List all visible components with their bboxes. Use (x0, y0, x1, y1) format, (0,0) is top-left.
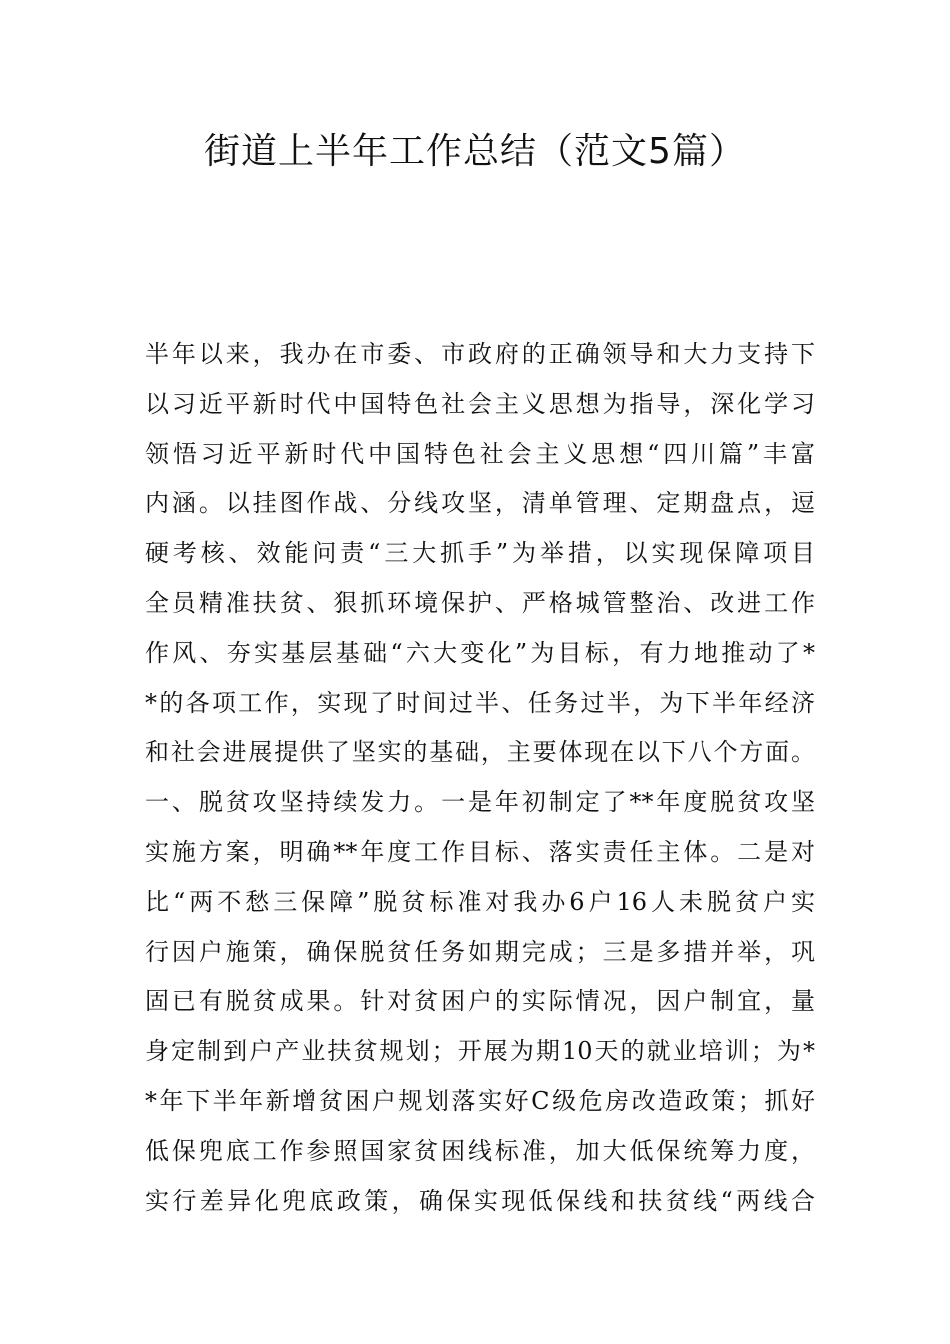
body-line: 行因户施策，确保脱贫任务如期完成；三是多措并举，巩 (145, 937, 815, 966)
body-line: 身定制到户产业扶贫规划；开展为期10天的就业培训；为* (145, 1037, 815, 1066)
body-line: 全员精准扶贫、狠抓环境保护、严格城管整治、改进工作 (145, 588, 815, 617)
body-line: 和社会进展提供了坚实的基础，主要体现在以下八个方面。 (145, 738, 815, 767)
body-line: 领悟习近平新时代中国特色社会主义思想“四川篇”丰富 (145, 439, 815, 468)
body-line: 作风、夯实基层基础“六大变化”为目标，有力地推动了* (145, 638, 815, 667)
body-line: 实施方案，明确**年度工作目标、落实责任主体。二是对 (145, 837, 815, 866)
body-line: 低保兜底工作参照国家贫困线标准，加大低保统筹力度， (145, 1136, 815, 1165)
body-line: 一、脱贫攻坚持续发力。一是年初制定了**年度脱贫攻坚 (145, 788, 815, 817)
body-line: 硬考核、效能问责“三大抓手”为举措，以实现保障项目 (145, 539, 815, 568)
body-line: 半年以来，我办在市委、市政府的正确领导和大力支持下 (145, 340, 815, 368)
document-title: 街道上半年工作总结（范文5篇） (204, 131, 746, 172)
body-line: *年下半年新增贫困户规划落实好C级危房改造政策；抓好 (145, 1086, 815, 1115)
body-line: 内涵。以挂图作战、分线攻坚，清单管理、定期盘点，逗 (145, 489, 815, 518)
body-line: 比“两不愁三保障”脱贫标准对我办6户16人未脱贫户实 (145, 887, 815, 916)
body-line: 实行差异化兜底政策，确保实现低保线和扶贫线“两线合 (145, 1186, 815, 1215)
body-line: *的各项工作，实现了时间过半、任务过半，为下半年经济 (145, 688, 815, 717)
body-line: 固已有脱贫成果。针对贫困户的实际情况，因户制宜，量 (145, 987, 815, 1016)
document-body (145, 330, 815, 1226)
body-line: 以习近平新时代中国特色社会主义思想为指导，深化学习 (145, 389, 815, 418)
